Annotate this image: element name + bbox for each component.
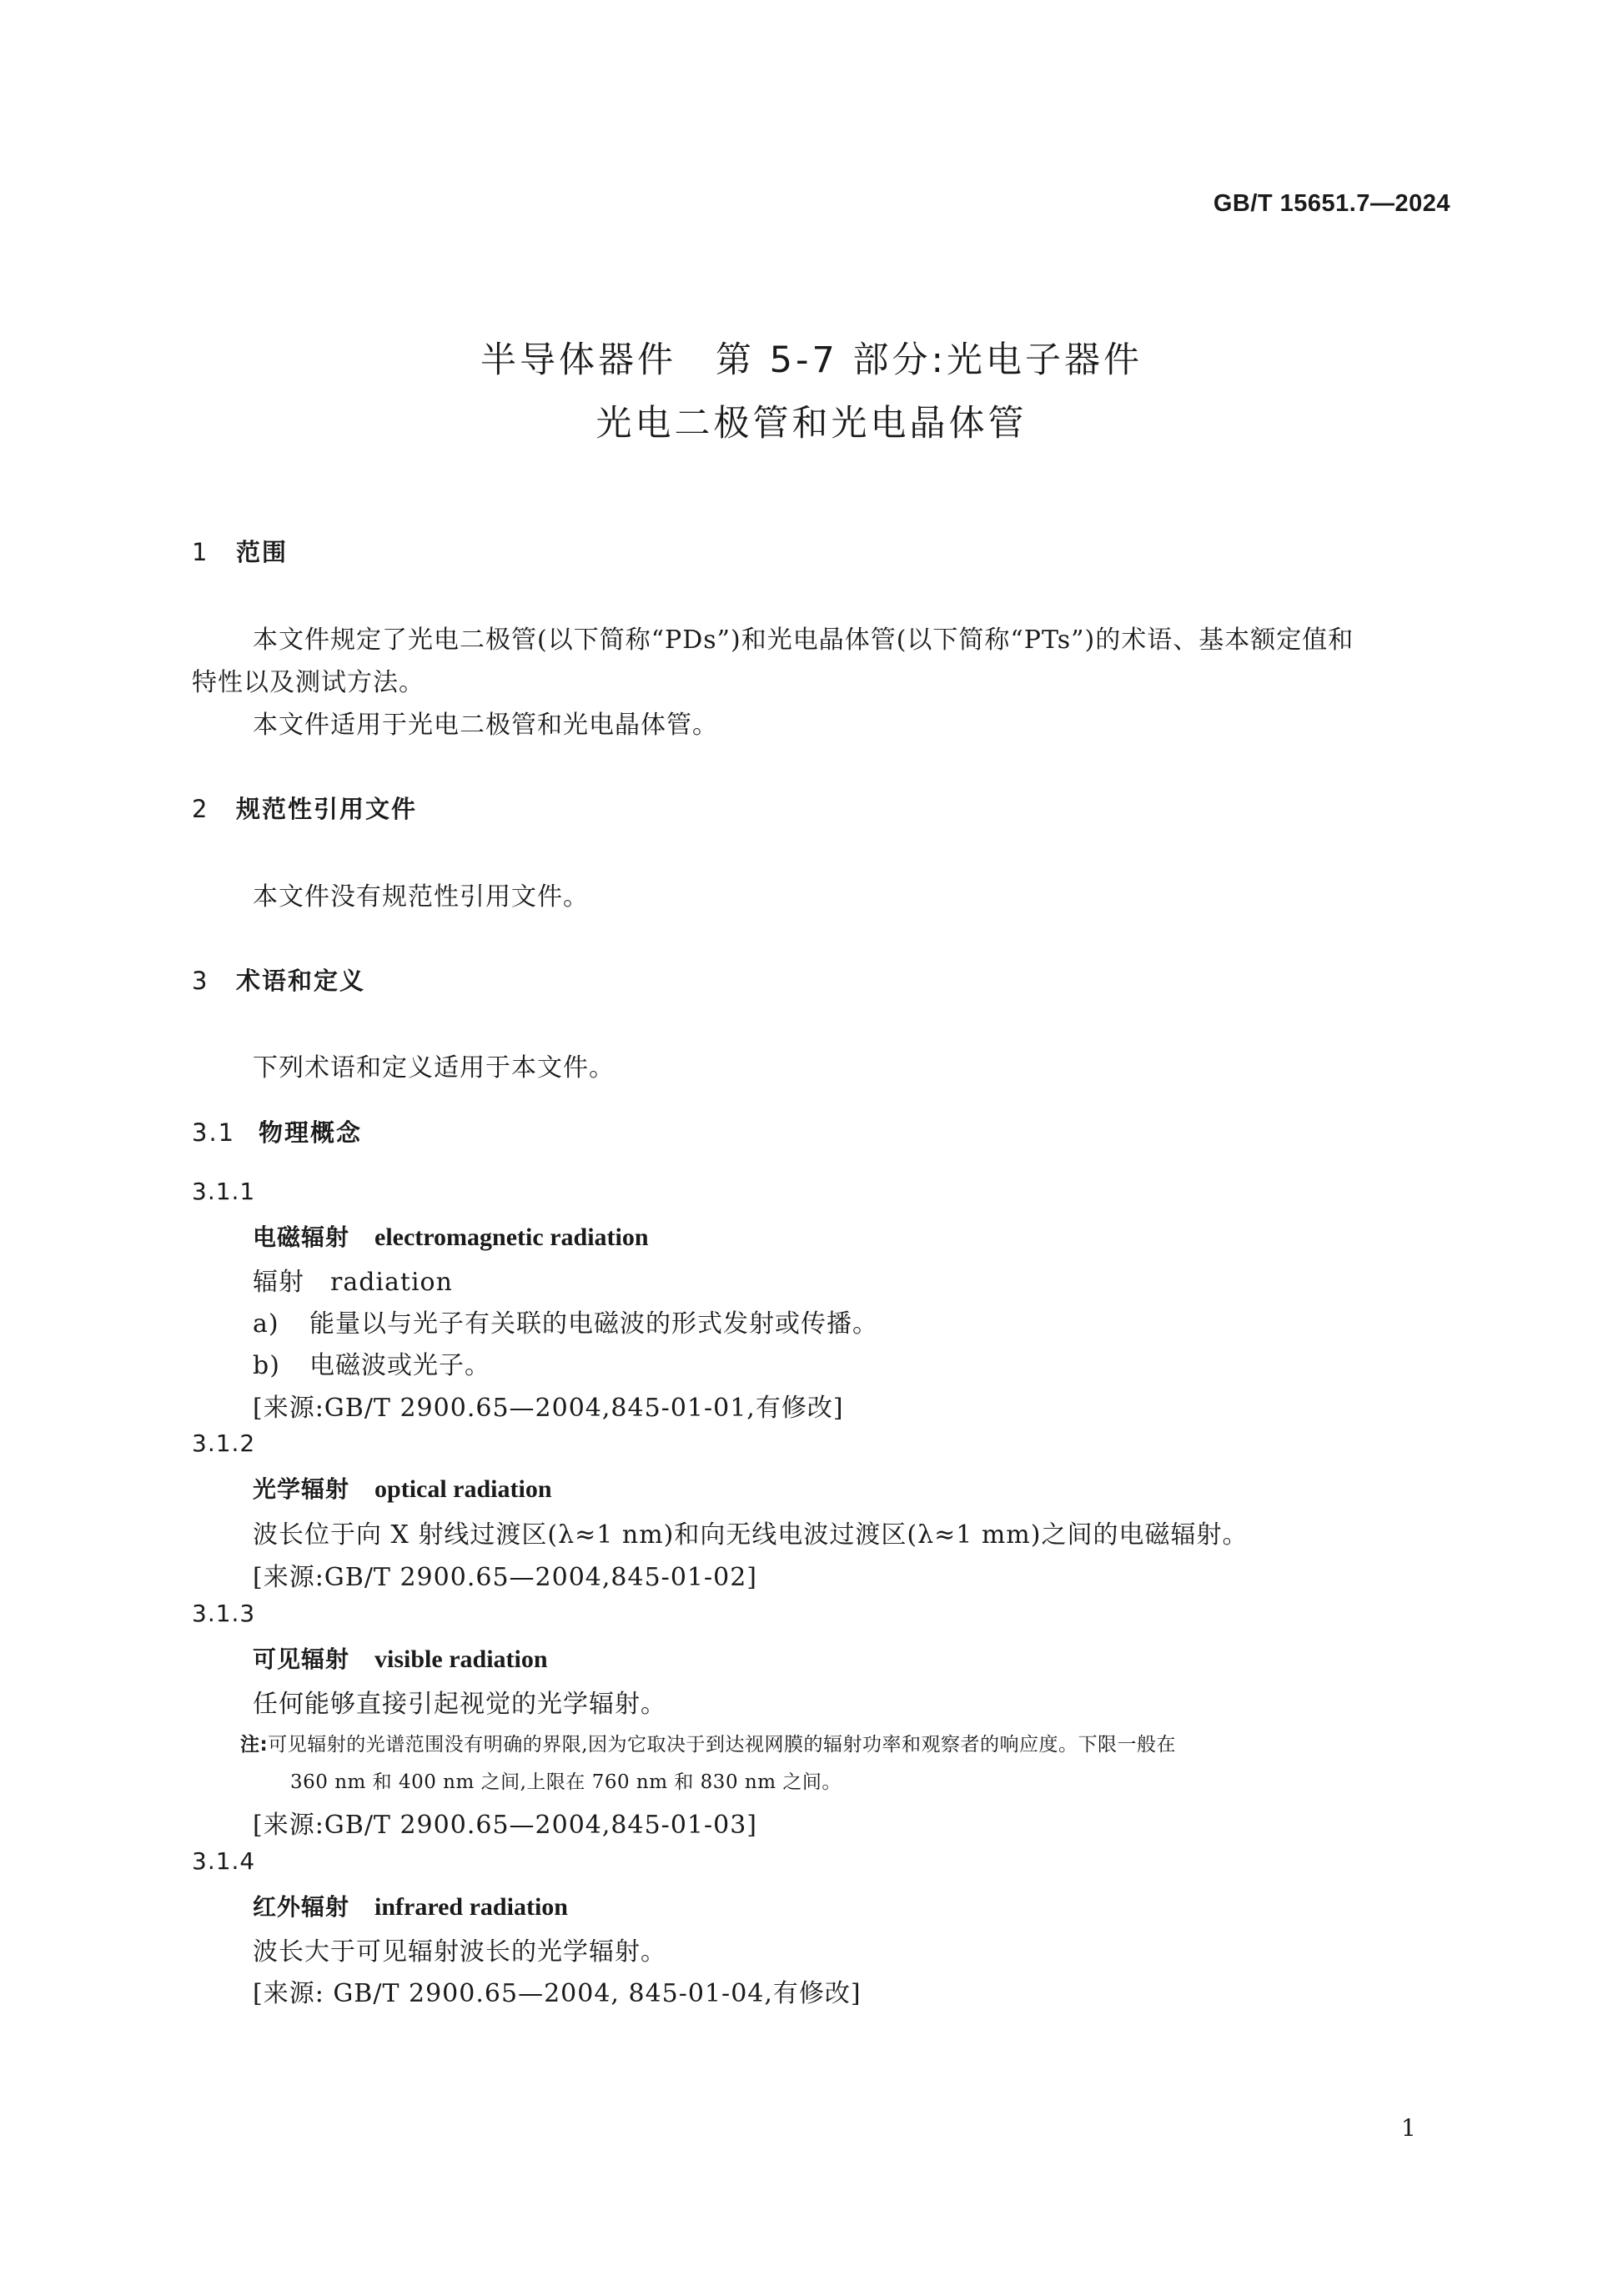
term-english: infrared radiation <box>374 1893 568 1921</box>
term-3-1-2-source: [来源:GB/T 2900.65—2004,845-01-02] <box>253 1563 758 1592</box>
subsection-title: 物理概念 <box>259 1118 363 1147</box>
term-chinese: 电磁辐射 <box>253 1223 350 1251</box>
section-number: 2 <box>192 795 209 823</box>
document-title-line-2: 光电二极管和光电晶体管 <box>595 403 1028 445</box>
section-2-paragraph: 本文件没有规范性引用文件。 <box>253 882 589 912</box>
section-1-heading <box>192 534 288 568</box>
note-label: 注: <box>240 1734 269 1756</box>
section-number: 1 <box>192 538 209 566</box>
term-number-3-1-2: 3.1.2 <box>192 1429 256 1457</box>
list-text: 能量以与光子有关联的电磁波的形式发射或传播。 <box>309 1309 878 1339</box>
term-number-3-1-1: 3.1.1 <box>192 1178 256 1205</box>
section-1-paragraph-1-continued: 特性以及测试方法。 <box>192 668 425 697</box>
section-3-paragraph: 下列术语和定义适用于本文件。 <box>253 1053 615 1083</box>
section-title: 范围 <box>236 538 289 566</box>
term-3-1-4-definition: 波长大于可见辐射波长的光学辐射。 <box>253 1937 666 1967</box>
section-1-paragraph-2: 本文件适用于光电二极管和光电晶体管。 <box>253 711 718 740</box>
term-3-1-3-source: [来源:GB/T 2900.65—2004,845-01-03] <box>253 1811 758 1840</box>
page-number: 1 <box>1401 2114 1416 2142</box>
subsection-3-1-heading <box>192 1114 362 1148</box>
list-text: 电磁波或光子。 <box>309 1351 490 1380</box>
definition-item-b <box>253 1344 490 1381</box>
term-chinese: 红外辐射 <box>253 1893 350 1921</box>
section-title: 术语和定义 <box>236 967 366 995</box>
term-3-1-4 <box>253 1889 568 1922</box>
definition-item-a <box>253 1303 878 1339</box>
standard-number: GB/T 15651.7—2024 <box>1213 190 1450 217</box>
section-3-heading <box>192 962 365 997</box>
term-english: electromagnetic radiation <box>374 1223 649 1251</box>
term-number-3-1-4: 3.1.4 <box>192 1847 256 1875</box>
list-label: b) <box>253 1351 280 1380</box>
section-1-paragraph-1: 本文件规定了光电二极管(以下简称“PDs”)和光电晶体管(以下简称“PTs”)的术语、基本额定值和 <box>253 625 1354 655</box>
term-chinese: 可见辐射 <box>253 1645 350 1673</box>
term-3-1-1-source: [来源:GB/T 2900.65—2004,845-01-01,有修改] <box>253 1394 844 1423</box>
term-3-1-4-source: [来源: GB/T 2900.65—2004, 845-01-04,有修改] <box>253 1979 862 2008</box>
subsection-number: 3.1 <box>192 1118 236 1147</box>
term-3-1-3 <box>253 1641 548 1675</box>
term-3-1-3-definition: 任何能够直接引起视觉的光学辐射。 <box>253 1690 666 1719</box>
term-3-1-3-note <box>240 1729 1176 1756</box>
section-2-heading <box>192 791 417 825</box>
term-english: visible radiation <box>374 1645 548 1673</box>
term-3-1-1-alternative: 辐射 radiation <box>253 1268 453 1297</box>
note-text: 可见辐射的光谱范围没有明确的界限,因为它取决于到达视网膜的辐射功率和观察者的响应度。下限一般在 <box>268 1734 1177 1756</box>
term-number-3-1-3: 3.1.3 <box>192 1600 256 1627</box>
term-english: optical radiation <box>374 1475 552 1503</box>
term-3-1-3-note-continued: 360 nm 和 400 nm 之间,上限在 760 nm 和 830 nm 之间。 <box>290 1771 842 1793</box>
section-number: 3 <box>192 967 209 995</box>
term-3-1-2 <box>253 1471 552 1505</box>
document-title-line-1: 半导体器件 第 5-7 部分:光电子器件 <box>480 339 1143 381</box>
section-title: 规范性引用文件 <box>236 795 418 823</box>
term-3-1-1 <box>253 1219 649 1253</box>
term-3-1-2-definition: 波长位于向 X 射线过渡区(λ≈1 nm)和向无线电波过渡区(λ≈1 mm)之间的电磁辐射。 <box>253 1520 1249 1550</box>
list-label: a) <box>253 1309 279 1339</box>
term-chinese: 光学辐射 <box>253 1475 350 1503</box>
